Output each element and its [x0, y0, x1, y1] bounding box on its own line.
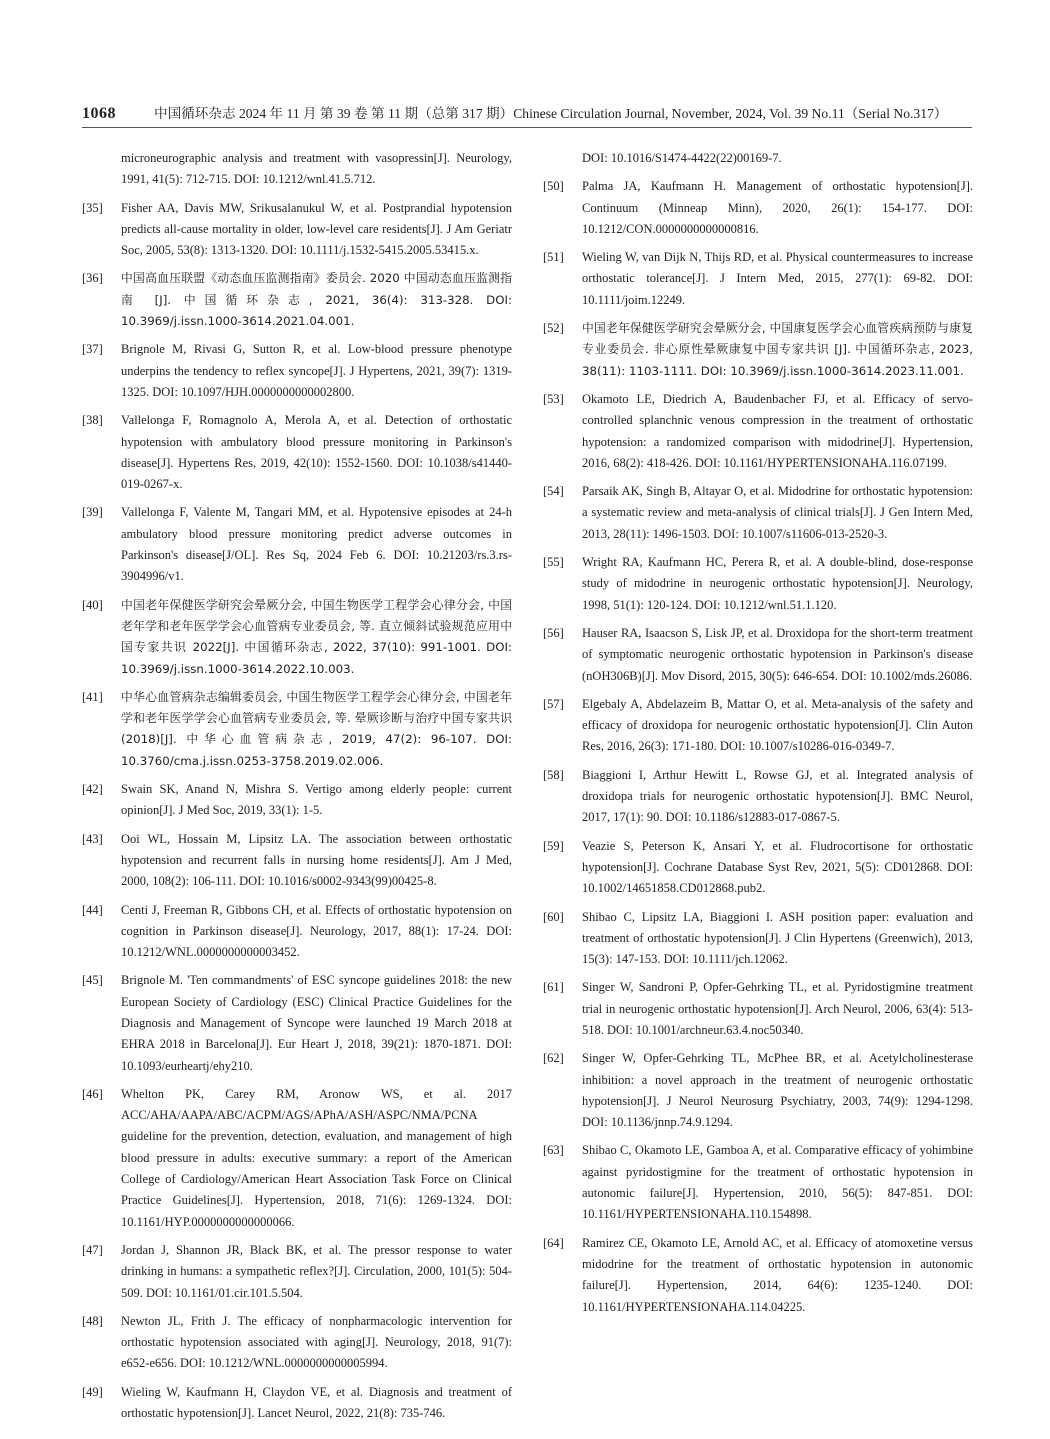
reference-entry	[82, 198, 512, 262]
reference-number: [42]	[82, 782, 103, 797]
reference-text: Shibao C, Okamoto LE, Gamboa A, et al. Comparative efficacy of yohimbine against pyridostigmine for the treatment of orthostatic hypotension in autonomic failure[J]. Hypertension, 2010, 56(5): 847-851. DOI: 10.1161/HYPERTENSIONAHA.110.154898.	[582, 1143, 973, 1222]
reference-number: [58]	[543, 767, 564, 782]
reference-entry	[543, 318, 973, 382]
reference-entry	[82, 1240, 512, 1304]
reference-entry	[543, 481, 973, 545]
page-number: 1068	[82, 105, 116, 122]
reference-number: [63]	[543, 1143, 564, 1158]
reference-number: [40]	[82, 597, 103, 612]
reference-text: Swain SK, Anand N, Mishra S. Vertigo among elderly people: current opinion[J]. J Med Soc, 2019, 33(1): 1-5.	[121, 782, 512, 818]
reference-text: Palma JA, Kaufmann H. Management of orthostatic hypotension[J]. Continuum (Minneap Minn), 2020, 26(1): 154-177. DOI: 10.1212/CON.0000000000000816.	[582, 179, 973, 236]
reference-text: Newton JL, Frith J. The efficacy of nonpharmacologic intervention for orthostatic hypotension associated with aging[J]. Neurology, 2018, 91(7): e652-e656. DOI: 10.1212/WNL.0000000000005994.	[121, 1313, 512, 1371]
reference-number: [51]	[543, 250, 564, 265]
reference-text: Wright RA, Kaufmann HC, Perera R, et al. A double-blind, dose-response study of midodrine in neurogenic orthostatic hypotension[J]. Neurology, 1998, 51(1): 120-124. DOI: 10.1212/wnl.51.1.120.	[582, 555, 973, 612]
reference-text: Parsaik AK, Singh B, Altayar O, et al. Midodrine for orthostatic hypotension: a systematic review and meta-analysis of clinical trials[J]. J Gen Intern Med, 2013, 28(11): 1496-1503. DOI: 10.1007/s11606-013-2520-3.	[582, 484, 973, 541]
reference-entry	[82, 970, 512, 1076]
reference-entry	[543, 176, 973, 240]
reference-column-left	[82, 148, 512, 1424]
reference-entry	[82, 779, 512, 822]
reference-entry	[82, 900, 512, 964]
reference-text: Brignole M. 'Ten commandments' of ESC syncope guidelines 2018: the new European Society of Cardiology (ESC) Clinical Practice Guidelines for the Diagnosis and Management of Syncope were launched 19 March 2018 at EHRA 2018 in Barcelona[J]. Eur Heart J, 2018, 39(21): 1870-1871. DOI: 10.1093/eurheartj/ehy210.	[121, 973, 512, 1073]
reference-text: Centi J, Freeman R, Gibbons CH, et al. Effects of orthostatic hypotension on cognition in Parkinson disease[J]. Neurology, 2017, 88(1): 17-24. DOI: 10.1212/WNL.0000000000003452.	[121, 902, 512, 960]
reference-text: Singer W, Opfer-Gehrking TL, McPhee BR, et al. Acetylcholinesterase inhibition: a novel approach in the treatment of neurogenic orthostatic hypotension[J]. J Neurol Neurosurg Psychiatry, 2003, 74(9): 1294-1298. DOI: 10.1136/jnnp.74.9.1294.	[582, 1051, 973, 1130]
reference-entry	[543, 1140, 973, 1225]
reference-entry	[82, 1382, 512, 1425]
reference-entry	[82, 1311, 512, 1375]
reference-text: 中国高血压联盟《动态血压监测指南》委员会. 2020 中国动态血压监测指南 [J]. 中国循环杂志, 2021, 36(4): 313-328. DOI: 10.3969/j.issn.1000-3614.2021.04.001.	[121, 271, 512, 329]
reference-text: Biaggioni I, Arthur Hewitt L, Rowse GJ, et al. Integrated analysis of droxidopa trials for neurogenic orthostatic hypotension[J]. BMC Neurol, 2017, 17(1): 90. DOI: 10.1186/s12883-017-0867-5.	[582, 767, 973, 825]
reference-text: Vallelonga F, Romagnolo A, Merola A, et al. Detection of orthostatic hypotension with ambulatory blood pressure monitoring in Parkinson's disease[J]. Hypertens Res, 2019, 42(10): 1552-1560. DOI: 10.1038/s41440-019-0267-x.	[121, 413, 512, 492]
reference-text: Hauser RA, Isaacson S, Lisk JP, et al. Droxidopa for the short-term treatment of symptomatic neurogenic orthostatic hypotension in Parkinson's disease (nOH306B)[J]. Mov Disord, 2015, 30(5): 646-654. DOI: 10.1002/mds.26086.	[582, 625, 973, 683]
reference-text: 中国老年保健医学研究会晕厥分会, 中国生物医学工程学会心律分会, 中国老年学和老年医学学会心血管病专业委员会, 等. 直立倾斜试验规范应用中国专家共识 2022[J]. 中国循环杂志, 2022, 37(10): 991-1001. DOI: 10.3969/j.issn.1000-3614.2022.10.003.	[121, 597, 512, 676]
reference-column-right	[543, 148, 973, 1318]
reference-text: Veazie S, Peterson K, Ansari Y, et al. Fludrocortisone for orthostatic hypotension[J]. Cochrane Database Syst Rev, 2021, 5(5): CD012868. DOI: 10.1002/14651858.CD012868.pub2.	[582, 838, 973, 896]
reference-text: Fisher AA, Davis MW, Srikusalanukul W, et al. Postprandial hypotension predicts all-cause mortality in older, low-level care residents[J]. J Am Geriatr Soc, 2005, 53(8): 1313-1320. DOI: 10.1111/j.1532-5415.2005.53415.x.	[121, 200, 512, 258]
reference-entry	[543, 907, 973, 971]
reference-text: Singer W, Sandroni P, Opfer-Gehrking TL, et al. Pyridostigmine treatment trial in neurogenic orthostatic hypotension[J]. Arch Neurol, 2006, 63(4): 513-518. DOI: 10.1001/archneur.63.4.noc50340.	[582, 980, 973, 1037]
reference-entry	[82, 339, 512, 403]
running-header	[82, 102, 972, 128]
reference-number: [46]	[82, 1086, 103, 1101]
reference-number: [60]	[543, 909, 564, 924]
reference-number: [59]	[543, 838, 564, 853]
journal-citation-line: 中国循环杂志 2024 年 11 月 第 39 卷 第 11 期（总第 317 期）Chinese Circulation Journal, November, 2024, Vol. 39 No.11（Serial No.317）	[154, 106, 948, 121]
reference-number: [52]	[543, 321, 564, 336]
reference-text: Ramirez CE, Okamoto LE, Arnold AC, et al. Efficacy of atomoxetine versus midodrine for the treatment of orthostatic hypotension in autonomic failure[J]. Hypertension, 2014, 64(6): 1235-1240. DOI: 10.1161/HYPERTENSIONAHA.114.04225.	[582, 1235, 973, 1314]
reference-entry	[543, 1048, 973, 1133]
reference-number: [64]	[543, 1235, 564, 1250]
reference-entry	[543, 977, 973, 1041]
reference-entry	[82, 1084, 512, 1233]
reference-text: Okamoto LE, Diedrich A, Baudenbacher FJ, et al. Efficacy of servo-controlled splanchnic venous compression in the treatment of orthostatic hypotension: a randomized comparison with midodrine[J]. Hypertension, 2016, 68(2): 418-426. DOI: 10.1161/HYPERTENSIONAHA.116.07199.	[582, 391, 973, 470]
reference-text: Whelton PK, Carey RM, Aronow WS, et al. 2017 ACC/AHA/AAPA/ABC/ACPM/AGS/APhA/ASH/ASPC/NMA/PCNA guideline for the prevention, detection, evaluation, and management of high blood pressure in adults: executive summary: a report of the American College of Cardiology/American Heart Association Task Force on Clinical Practice Guidelines[J]. Hypertension, 2018, 71(6): 1269-1324. DOI: 10.1161/HYP.0000000000000066.	[121, 1086, 512, 1229]
reference-text: 中国老年保健医学研究会晕厥分会, 中国康复医学会心血管疾病预防与康复专业委员会. 非心原性晕厥康复中国专家共识 [J]. 中国循环杂志, 2023, 38(11): 1103-1111. DOI: 10.3969/j.issn.1000-3614.2023.11.001.	[582, 321, 973, 378]
reference-text: Ooi WL, Hossain M, Lipsitz LA. The association between orthostatic hypotension and recurrent falls in nursing home residents[J]. Am J Med, 2000, 108(2): 106-111. DOI: 10.1016/s0002-9343(99)00425-8.	[121, 831, 512, 889]
reference-entry	[82, 410, 512, 495]
reference-entry	[543, 148, 973, 169]
reference-text: Wieling W, van Dijk N, Thijs RD, et al. Physical countermeasures to increase orthostatic tolerance[J]. J Intern Med, 2015, 277(1): 69-82. DOI: 10.1111/joim.12249.	[582, 250, 973, 307]
reference-number: [37]	[82, 342, 103, 357]
reference-number: [61]	[543, 980, 564, 995]
reference-entry	[543, 1233, 973, 1318]
reference-entry	[82, 595, 512, 680]
reference-entry	[543, 247, 973, 311]
reference-number: [49]	[82, 1384, 103, 1399]
reference-entry	[543, 836, 973, 900]
reference-number: [36]	[82, 271, 103, 286]
reference-text: Vallelonga F, Valente M, Tangari MM, et al. Hypotensive episodes at 24-h ambulatory blood pressure monitoring predict adverse outcomes in Parkinson's disease[J/OL]. Res Sq, 2024 Feb 6. DOI: 10.21203/rs.3.rs-3904996/v1.	[121, 505, 512, 584]
reference-text: Jordan J, Shannon JR, Black BK, et al. The pressor response to water drinking in humans: a sympathetic reflex?[J]. Circulation, 2000, 101(5): 504-509. DOI: 10.1161/01.cir.101.5.504.	[121, 1242, 512, 1300]
reference-entry	[543, 694, 973, 758]
reference-number: [45]	[82, 973, 103, 988]
reference-number: [38]	[82, 413, 103, 428]
reference-entry	[82, 268, 512, 332]
reference-number: [47]	[82, 1242, 103, 1257]
reference-text: DOI: 10.1016/S1474-4422(22)00169-7.	[582, 151, 782, 165]
reference-number: [41]	[82, 689, 103, 704]
reference-text: Shibao C, Lipsitz LA, Biaggioni I. ASH position paper: evaluation and treatment of orthostatic hypotension[J]. J Clin Hypertens (Greenwich), 2013, 15(3): 147-153. DOI: 10.1111/jch.12062.	[582, 909, 973, 967]
reference-text: Elgebaly A, Abdelazeim B, Mattar O, et al. Meta-analysis of the safety and efficacy of droxidopa for neurogenic orthostatic hypotension[J]. Clin Auton Res, 2016, 26(3): 171-180. DOI: 10.1007/s10286-016-0349-7.	[582, 696, 973, 754]
reference-number: [44]	[82, 902, 103, 917]
reference-entry	[543, 389, 973, 474]
reference-text: Wieling W, Kaufmann H, Claydon VE, et al. Diagnosis and treatment of orthostatic hypotension[J]. Lancet Neurol, 2022, 21(8): 735-746.	[121, 1384, 512, 1421]
reference-entry	[82, 148, 512, 191]
reference-entry	[543, 623, 973, 687]
reference-number: [53]	[543, 391, 564, 406]
reference-number: [50]	[543, 179, 564, 194]
reference-text: microneurographic analysis and treatment with vasopressin[J]. Neurology, 1991, 41(5): 712-715. DOI: 10.1212/wnl.41.5.712.	[121, 151, 512, 187]
reference-text: Brignole M, Rivasi G, Sutton R, et al. Low-blood pressure phenotype underpins the tendency to reflex syncope[J]. J Hypertens, 2021, 39(7): 1319-1325. DOI: 10.1097/HJH.0000000000002800.	[121, 342, 512, 399]
reference-text: 中华心血管病杂志编辑委员会, 中国生物医学工程学会心律分会, 中国老年学和老年医学学会心血管病专业委员会, 等. 晕厥诊断与治疗中国专家共识 (2018)[J]. 中华心血管病杂志, 2019, 47(2): 96-107. DOI: 10.3760/cma.j.issn.0253-3758.2019.02.006.	[121, 689, 512, 768]
reference-number: [35]	[82, 200, 103, 215]
reference-number: [57]	[543, 696, 564, 711]
reference-entry	[543, 552, 973, 616]
reference-entry	[82, 687, 512, 772]
reference-entry	[82, 502, 512, 587]
reference-number: [39]	[82, 505, 103, 520]
reference-entry	[543, 765, 973, 829]
reference-number: [62]	[543, 1051, 564, 1066]
reference-number: [55]	[543, 555, 564, 570]
reference-number: [54]	[543, 484, 564, 499]
reference-number: [43]	[82, 831, 103, 846]
reference-entry	[82, 829, 512, 893]
reference-number: [48]	[82, 1313, 103, 1328]
reference-number: [56]	[543, 625, 564, 640]
